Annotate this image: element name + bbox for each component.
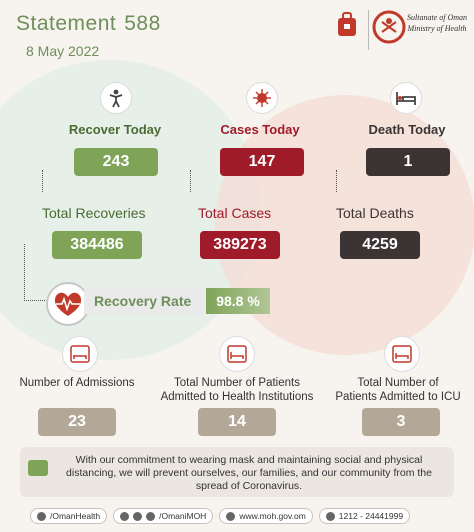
total-cases-value: 389273 xyxy=(200,231,280,259)
footer xyxy=(30,507,450,525)
institutions-value: 14 xyxy=(198,408,276,436)
globe-icon xyxy=(226,512,235,521)
total-recoveries-label: Total Recoveries xyxy=(42,205,146,221)
statement-number: 588 xyxy=(124,12,161,35)
recover-today-label: Recover Today xyxy=(68,122,162,137)
recover-today-value: 243 xyxy=(74,148,158,176)
cases-today-value: 147 xyxy=(220,148,304,176)
total-deaths-label: Total Deaths xyxy=(336,205,414,221)
phone-link[interactable]: 1212 - 24441999 xyxy=(319,508,410,524)
admission-24h-icon xyxy=(62,336,98,372)
death-today-value: 1 xyxy=(366,148,450,176)
icu-icon xyxy=(384,336,420,372)
cases-today-label: Cases Today xyxy=(220,122,300,137)
connector-line xyxy=(190,170,221,192)
awareness-message: With our commitment to wearing mask and maintaining social and physical distancing, we will prevent ourselves, our families, and our community from the spread of Coronavirus. xyxy=(66,454,432,492)
social-link[interactable]: /OmaniMOH xyxy=(113,508,213,524)
icu-value: 3 xyxy=(362,408,440,436)
total-recoveries-value: 384486 xyxy=(52,231,142,259)
twitter-icon xyxy=(120,512,129,521)
hospital-bed-icon xyxy=(219,336,255,372)
logo-divider xyxy=(368,10,369,50)
connector-line xyxy=(42,170,73,192)
website-link[interactable]: www.moh.gov.om xyxy=(219,508,312,524)
ministry-name: Sultanate of Oman Ministry of Health xyxy=(407,13,467,33)
admissions-value: 23 xyxy=(38,408,116,436)
connector-line xyxy=(336,170,367,192)
phone-icon xyxy=(326,512,335,521)
brand-logo-icon xyxy=(334,12,360,42)
total-cases-label: Total Cases xyxy=(198,205,272,221)
facebook-link[interactable]: /OmanHealth xyxy=(30,508,107,524)
virus-icon xyxy=(246,82,278,114)
institutions-label: Total Number of Patients Admitted to Health Institutions xyxy=(160,377,314,403)
person-icon xyxy=(100,82,132,114)
connector-line xyxy=(24,244,45,301)
ministry-emblem-icon xyxy=(372,10,406,44)
death-today-label: Death Today xyxy=(368,122,446,137)
admissions-label: Number of Admissions xyxy=(19,377,135,389)
youtube-icon xyxy=(146,512,155,521)
total-deaths-value: 4259 xyxy=(340,231,420,259)
instagram-icon xyxy=(133,512,142,521)
hospital-bed-icon xyxy=(390,82,422,114)
recovery-rate-value: 98.8 % xyxy=(206,288,270,314)
facebook-icon xyxy=(37,512,46,521)
mail-icon xyxy=(28,460,48,476)
page-title: Statement 588 xyxy=(16,12,161,35)
statement-date: 8 May 2022 xyxy=(26,43,100,59)
recovery-rate-label: Recovery Rate xyxy=(84,288,204,314)
icu-label: Total Number of Patients Admitted to ICU xyxy=(335,377,461,403)
